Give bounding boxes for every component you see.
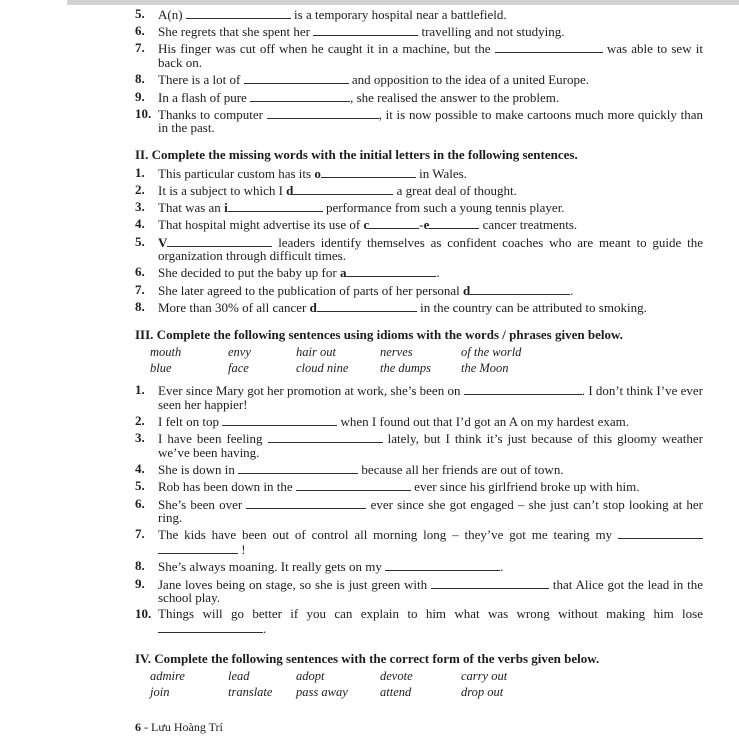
exercise-item <box>135 90 703 105</box>
blank-line <box>317 300 417 312</box>
blank-line <box>429 217 479 229</box>
section-heading-section-4: IV. Complete the following sentences with the correct form of the verbs given below. <box>135 650 600 666</box>
item-text: I felt on top when I found out that I’d got an A on my hardest exam. <box>158 414 629 430</box>
item-text: V leaders identify themselves as confident coaches who are meant to guide the organization through difficult times. <box>158 234 703 264</box>
item-text: Ever since Mary got her promotion at work, she’s been on . I don’t think I’ve ever seen her happier! <box>158 383 703 412</box>
item-text: She’s been over ever since she got engaged – she just can’t stop looking at her ring. <box>158 496 703 526</box>
item-text: That hospital might advertise its use of c -e cancer treatments. <box>158 217 578 233</box>
word-bank-term: attend <box>380 684 412 699</box>
item-text: Things will go better if you can explain to him what was wrong without making him lose . <box>158 606 703 637</box>
word-bank-term: translate <box>228 684 273 699</box>
initial-letter: d <box>309 299 317 315</box>
item-text: I have been feeling lately, but I think it’s just because of this gloomy weather we’ve been having. <box>158 431 703 460</box>
blank-line <box>268 431 383 443</box>
word-bank-term: the dumps <box>380 360 432 375</box>
exercise-item <box>135 283 703 298</box>
blank-line <box>385 559 500 571</box>
item-number: 1. <box>135 164 145 180</box>
initial-letter: d <box>286 182 294 198</box>
exercise-item <box>135 217 703 232</box>
word-bank-term: admire <box>150 669 185 684</box>
page-number: 6 <box>135 720 141 735</box>
item-number: 9. <box>135 575 145 591</box>
item-number: 4. <box>135 216 145 232</box>
item-text: Rob has been down in the ever since his girlfriend broke up with him. <box>158 479 640 495</box>
exercise-item <box>135 607 703 635</box>
item-text: She regrets that she spent her travelling and not studying. <box>158 24 565 40</box>
word-bank-term: nerves <box>380 345 413 360</box>
item-number: 4. <box>135 461 145 477</box>
blank-line <box>267 107 379 119</box>
word-bank-term: envy <box>228 345 251 360</box>
item-number: 7. <box>135 281 145 297</box>
blank-line <box>618 527 703 539</box>
blank-line <box>167 235 272 247</box>
item-number: 5. <box>135 6 145 21</box>
exercise-item <box>135 414 703 429</box>
blank-line <box>244 72 349 84</box>
initial-letter: c <box>363 217 370 233</box>
item-number: 8. <box>135 558 145 574</box>
word-bank-term: blue <box>150 360 172 375</box>
exercise-item <box>135 497 703 525</box>
exercise-item <box>135 479 703 494</box>
item-number: 5. <box>135 478 145 494</box>
blank-line <box>158 542 238 554</box>
item-text: She decided to put the baby up for a . <box>158 265 440 281</box>
item-number: 2. <box>135 181 145 197</box>
word-bank-term: join <box>150 684 170 699</box>
item-text: There is a lot of and opposition to the idea of a united Europe. <box>158 72 590 88</box>
item-number: 1. <box>135 382 145 398</box>
exercise-item <box>135 200 703 215</box>
word-bank-term: face <box>228 360 249 375</box>
item-text: She’s always moaning. It really gets on my . <box>158 559 504 575</box>
item-text: A(n) is a temporary hospital near a battlefield. <box>158 7 507 22</box>
item-number: 6. <box>135 495 145 511</box>
blank-line <box>186 7 291 19</box>
word-bank-term: hair out <box>296 345 336 360</box>
item-text: It is a subject to which I d a great deal of thought. <box>158 182 517 198</box>
initial-letter: i <box>224 200 228 216</box>
item-text: This particular custom has its o in Wales. <box>158 165 467 181</box>
item-number: 3. <box>135 430 145 446</box>
item-text: She later agreed to the publication of parts of her personal d . <box>158 282 574 298</box>
page-footer <box>135 720 739 734</box>
section-heading-section-3: III. Complete the following sentences using idioms with the words / phrases given below. <box>135 326 623 342</box>
blank-line <box>222 414 337 426</box>
blank-line <box>228 200 323 212</box>
blank-line <box>431 577 549 589</box>
word-bank-term: devote <box>380 669 413 684</box>
item-number: 9. <box>135 88 145 104</box>
exercise-item <box>135 559 703 574</box>
word-bank-term: mouth <box>150 345 182 360</box>
item-number: 6. <box>135 23 145 39</box>
item-number: 10. <box>135 105 152 121</box>
blank-line <box>293 183 393 195</box>
blank-line <box>250 90 350 102</box>
item-number: 3. <box>135 199 145 215</box>
blank-line <box>296 479 411 491</box>
section-heading-section-2: II. Complete the missing words with the initial letters in the following sentences. <box>135 147 578 163</box>
initial-letter: a <box>339 265 347 281</box>
blank-line <box>246 497 366 509</box>
word-bank-term: cloud nine <box>296 360 349 375</box>
item-number: 5. <box>135 233 145 249</box>
blank-line <box>346 265 436 277</box>
item-text: Thanks to computer , it is now possible to make cartoons much more quickly than in the past. <box>158 106 703 136</box>
word-bank-term: the Moon <box>461 360 509 375</box>
item-text: His finger was cut off when he caught it in a machine, but the was able to sew it back on. <box>158 41 703 71</box>
exercise-item <box>135 7 703 22</box>
item-number: 8. <box>135 71 145 87</box>
item-text: She is down in because all her friends are out of town. <box>158 462 564 478</box>
exercise-item <box>135 107 703 135</box>
blank-line <box>321 166 416 178</box>
blank-line <box>238 462 358 474</box>
initial-letter: V <box>158 234 168 250</box>
exercise-item <box>135 235 703 263</box>
item-text: That was an i performance from such a young tennis player. <box>158 200 565 216</box>
item-number: 8. <box>135 298 145 314</box>
word-bank-term: lead <box>228 669 250 684</box>
word-bank-term: pass away <box>296 684 348 699</box>
item-number: 2. <box>135 413 145 429</box>
blank-line <box>495 41 603 53</box>
item-text: In a flash of pure , she realised the answer to the problem. <box>158 89 560 105</box>
exercise-item <box>135 300 703 315</box>
blank-line <box>313 24 418 36</box>
blank-line <box>158 621 263 633</box>
blank-line <box>369 217 419 229</box>
exercise-item <box>135 265 703 280</box>
item-number: 7. <box>135 40 145 56</box>
item-number: 10. <box>135 606 152 622</box>
exercise-item <box>135 41 703 69</box>
blank-line <box>464 383 582 395</box>
word-bank-section-4 <box>150 669 703 700</box>
word-bank-term: adopt <box>296 669 325 684</box>
footer-author: - Lưu Hoàng Trí <box>141 720 223 735</box>
word-bank-section-3 <box>150 345 703 376</box>
word-bank-term: carry out <box>461 669 508 684</box>
item-number: 6. <box>135 264 145 280</box>
exercise-item <box>135 166 703 181</box>
item-text: The kids have been out of control all morning long – they’ve got me tearing my ! <box>158 527 703 556</box>
item-number: 7. <box>135 526 145 542</box>
blank-line <box>470 283 570 295</box>
exercise-item <box>135 431 703 459</box>
exercise-item <box>135 183 703 198</box>
word-bank-term: of the world <box>461 345 522 360</box>
exercise-item <box>135 72 703 87</box>
scan-edge-strip <box>67 0 739 5</box>
exercise-item <box>135 462 703 477</box>
word-bank-term: drop out <box>461 684 504 699</box>
exercise-item <box>135 24 703 39</box>
item-text: More than 30% of all cancer d in the country can be attributed to smoking. <box>158 299 647 315</box>
initial-letter: e <box>423 217 430 233</box>
exercise-item <box>135 527 703 556</box>
initial-letter: o <box>314 165 321 181</box>
exercise-item <box>135 577 703 605</box>
exercise-item <box>135 383 703 411</box>
initial-letter: d <box>463 282 471 298</box>
item-text: Jane loves being on stage, so she is just green with that Alice got the lead in the school play. <box>158 576 703 606</box>
